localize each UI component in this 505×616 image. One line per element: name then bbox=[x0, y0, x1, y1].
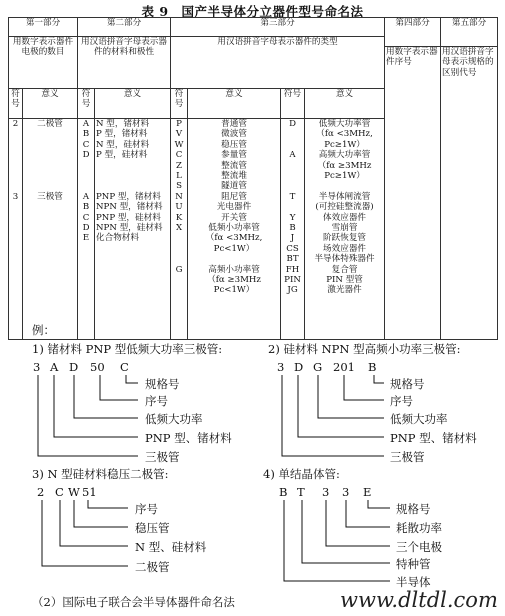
col1-sym: 符号 bbox=[9, 89, 23, 119]
table-cell-line: J bbox=[290, 233, 295, 244]
col3-mean: 意义 bbox=[188, 89, 281, 119]
example-label: 例： bbox=[32, 323, 55, 337]
table-cell-line: FH bbox=[285, 264, 300, 275]
example4-label-2: 耗散功率 bbox=[396, 521, 442, 535]
table-cell-line: B bbox=[82, 129, 90, 140]
table-cell-line: K bbox=[175, 212, 183, 223]
table-cell-line: N 型，锗材料 bbox=[96, 119, 150, 129]
example3-code-1: 2 bbox=[37, 485, 45, 499]
table-cell-line: 半导体特殊器件 bbox=[314, 254, 375, 265]
example3-label-4: 二极管 bbox=[135, 560, 170, 574]
table-cell-line: PIN 型管 bbox=[326, 275, 363, 286]
col4-mean: 意义 bbox=[305, 89, 385, 119]
table-cell-line: (可控硅整流器) bbox=[315, 202, 374, 213]
example3-heading: 3) N 型硅材料稳压二极管: bbox=[32, 467, 169, 481]
table-cell-line: 三极管 bbox=[37, 191, 63, 202]
table-cell-line: N bbox=[175, 191, 183, 202]
table-cell-line: E bbox=[82, 233, 90, 244]
table-cell-line: P bbox=[176, 119, 182, 129]
part1-desc: 用数字表示器件电极的数目 bbox=[9, 37, 78, 89]
example1-label-2: 序号 bbox=[145, 394, 168, 408]
table-cell-line: 阻尼管 bbox=[221, 191, 247, 202]
example4-code-3: 3 bbox=[322, 485, 330, 499]
example4-code-4: 3 bbox=[342, 485, 350, 499]
table-cell-line: JG bbox=[287, 285, 298, 296]
table-cell-line: 低频大功率管 bbox=[318, 119, 371, 129]
table-cell-line: 低频小功率管 bbox=[208, 223, 260, 234]
example2-label-1: 规格号 bbox=[390, 377, 425, 391]
example1-label-1: 规格号 bbox=[145, 377, 180, 391]
table-cell-line: Pc≥1W） bbox=[324, 171, 365, 182]
table-cell-line: NPN 型，锗材料 bbox=[96, 202, 163, 213]
part3-desc: 用汉语拼音字母表示器件的类型 bbox=[171, 37, 385, 89]
table-cell-line: Pc<1W） bbox=[213, 285, 255, 296]
example1-label-4: PNP 型、锗材料 bbox=[145, 431, 232, 445]
table-cell-line: Z bbox=[176, 160, 183, 171]
part2-desc: 用汉语拼音字母表示器件的材料和极性 bbox=[78, 37, 171, 89]
table-cell-line: PIN bbox=[284, 275, 301, 285]
part4-desc: 用数字表示器件序号 bbox=[385, 47, 441, 340]
example4-code-2: T bbox=[297, 485, 305, 499]
table-cell-line: B bbox=[82, 202, 90, 213]
table-cell-line: 化合物材料 bbox=[96, 233, 139, 244]
example4-heading: 4) 单结晶体管: bbox=[263, 467, 340, 481]
table-cell-line: X bbox=[175, 223, 183, 234]
table-cell-line: U bbox=[175, 202, 183, 213]
example2-label-3: 低频大功率 bbox=[390, 412, 448, 426]
table-cell-line: C bbox=[82, 212, 90, 223]
table-cell-line: 稳压管 bbox=[221, 139, 247, 150]
table-cell-line: A bbox=[82, 191, 90, 202]
table-cell-line: PNP 型，硅材料 bbox=[96, 212, 161, 223]
col4-sym: 符号 bbox=[281, 89, 305, 119]
example3-code-4: 51 bbox=[82, 485, 97, 499]
example1-code-3: D bbox=[69, 360, 79, 374]
footer-caption: （2）国际电子联合会半导体器件命名法 bbox=[32, 595, 235, 609]
example1-label-5: 三极管 bbox=[145, 450, 180, 464]
table-cell-line: 微波管 bbox=[221, 129, 247, 140]
table-cell-line: S bbox=[176, 181, 182, 192]
example2-code-2: D bbox=[294, 360, 304, 374]
example1-code-5: C bbox=[120, 360, 129, 374]
table-cell-line: W bbox=[174, 139, 184, 150]
example3-label-3: N 型、硅材料 bbox=[135, 540, 207, 554]
col2-sym: 符号 bbox=[78, 89, 95, 119]
table-cell-line: L bbox=[176, 171, 182, 182]
part3-header: 第三部分 bbox=[171, 18, 385, 37]
table-cell-line: 整流管 bbox=[221, 160, 247, 171]
table-cell-line: （fα <3MHz, bbox=[205, 233, 263, 244]
table-cell-line: T bbox=[289, 191, 296, 202]
table-cell-line: Pc<1W） bbox=[213, 243, 255, 254]
table-cell-line: Y bbox=[289, 212, 296, 223]
example3-code-2: C bbox=[55, 485, 64, 499]
example1-code-2: A bbox=[50, 360, 59, 374]
example2-code-3: G bbox=[313, 360, 323, 374]
table-cell-line: A bbox=[289, 150, 296, 161]
part1-header: 第一部分 bbox=[9, 18, 78, 37]
example1-label-3: 低频大功率 bbox=[145, 412, 203, 426]
example2-label-5: 三极管 bbox=[390, 450, 425, 464]
table-cell-line: 3 bbox=[12, 191, 19, 202]
table-cell-line: 开关管 bbox=[221, 212, 247, 223]
example4-code-1: B bbox=[279, 485, 288, 499]
table-title: 表 9 国产半导体分立器件型号命名法 bbox=[141, 4, 364, 19]
example4-label-1: 规格号 bbox=[396, 502, 431, 516]
table-cell-line: P 型，硅材料 bbox=[96, 150, 148, 161]
example3-label-1: 序号 bbox=[135, 502, 158, 516]
table-cell-line: 高频小功率管 bbox=[208, 264, 260, 275]
part5-desc: 用汉语拼音字母表示规格的区别代号 bbox=[441, 47, 498, 340]
example4-label-3: 三个电极 bbox=[396, 540, 442, 554]
part4-header: 第四部分 bbox=[385, 18, 441, 47]
example3-label-2: 稳压管 bbox=[135, 521, 170, 535]
table-cell-line: D bbox=[82, 150, 90, 161]
table-cell-line: 普通管 bbox=[221, 119, 247, 129]
table-cell-line: CS bbox=[286, 243, 299, 254]
table-cell-line: D bbox=[82, 223, 90, 234]
watermark: www.dltdl.com bbox=[340, 588, 498, 612]
table-cell-line: 体效应器件 bbox=[323, 212, 367, 223]
example1-heading: 1) 锗材料 PNP 型低频大功率三极管: bbox=[32, 342, 223, 356]
example1-code-1: 3 bbox=[33, 360, 41, 374]
table-cell-line: 高频大功率管 bbox=[318, 150, 371, 161]
table-cell-line: B bbox=[289, 222, 296, 233]
example2-code-4: 201 bbox=[333, 360, 355, 374]
table-cell-line: 雪崩管 bbox=[331, 223, 358, 234]
table-cell-line: BT bbox=[286, 254, 299, 265]
example4-code-5: E bbox=[363, 485, 372, 499]
example2-label-4: PNP 型、锗材料 bbox=[390, 431, 477, 445]
table-cell-line: 参量管 bbox=[221, 150, 247, 161]
example3-code-3: W bbox=[68, 485, 80, 499]
table-cell-line: C bbox=[82, 139, 90, 150]
table-cell-line: 场效应器件 bbox=[323, 243, 367, 254]
part2-header: 第二部分 bbox=[78, 18, 171, 37]
example2-heading: 2) 硅材料 NPN 型高频小功率三极管: bbox=[268, 342, 461, 356]
table-cell-line: 二极管 bbox=[37, 119, 63, 129]
table-cell-line: C bbox=[175, 150, 183, 161]
table-cell-line: 2 bbox=[12, 119, 19, 129]
example4-label-4: 特种管 bbox=[396, 557, 431, 571]
example2-label-2: 序号 bbox=[390, 394, 413, 408]
example4-label-5: 半导体 bbox=[396, 575, 431, 589]
table-cell-line: A bbox=[82, 119, 90, 129]
table-cell-line: G bbox=[175, 264, 183, 275]
table-cell-line: （fα ≥3MHz bbox=[317, 160, 372, 171]
table-cell-line: （fα ≥3MHz bbox=[207, 275, 261, 286]
table-cell-line: D bbox=[289, 119, 296, 129]
example1-code-4: 50 bbox=[90, 360, 105, 374]
table-cell-line: 复合管 bbox=[331, 264, 358, 275]
col3-sym: 符号 bbox=[171, 89, 188, 119]
col1-mean: 意义 bbox=[23, 89, 78, 119]
table-cell-line: 半导体闸流管 bbox=[318, 191, 371, 202]
table-cell-line: 阶跃恢复管 bbox=[323, 233, 367, 244]
table-cell-line: 整流堆 bbox=[221, 171, 247, 182]
example2-code-1: 3 bbox=[277, 360, 285, 374]
table-cell-line: 激光器件 bbox=[327, 285, 362, 296]
table-cell-line: 光电器件 bbox=[216, 202, 252, 213]
table-cell-line: 隧道管 bbox=[221, 181, 247, 192]
table-cell-line: PNP 型，锗材料 bbox=[96, 191, 161, 202]
table-cell-line: Pc≥1W） bbox=[324, 139, 365, 150]
table-cell-line: （fα <3MHz, bbox=[316, 129, 373, 140]
table-cell-line: P 型，锗材料 bbox=[96, 129, 148, 140]
part5-header: 第五部分 bbox=[441, 18, 498, 47]
table-cell-line: V bbox=[175, 129, 183, 140]
table-cell-line: NPN 型，硅材料 bbox=[96, 223, 163, 234]
col2-mean: 意义 bbox=[95, 89, 171, 119]
table-cell-line: N 型，硅材料 bbox=[96, 139, 150, 150]
example2-code-5: B bbox=[368, 360, 377, 374]
